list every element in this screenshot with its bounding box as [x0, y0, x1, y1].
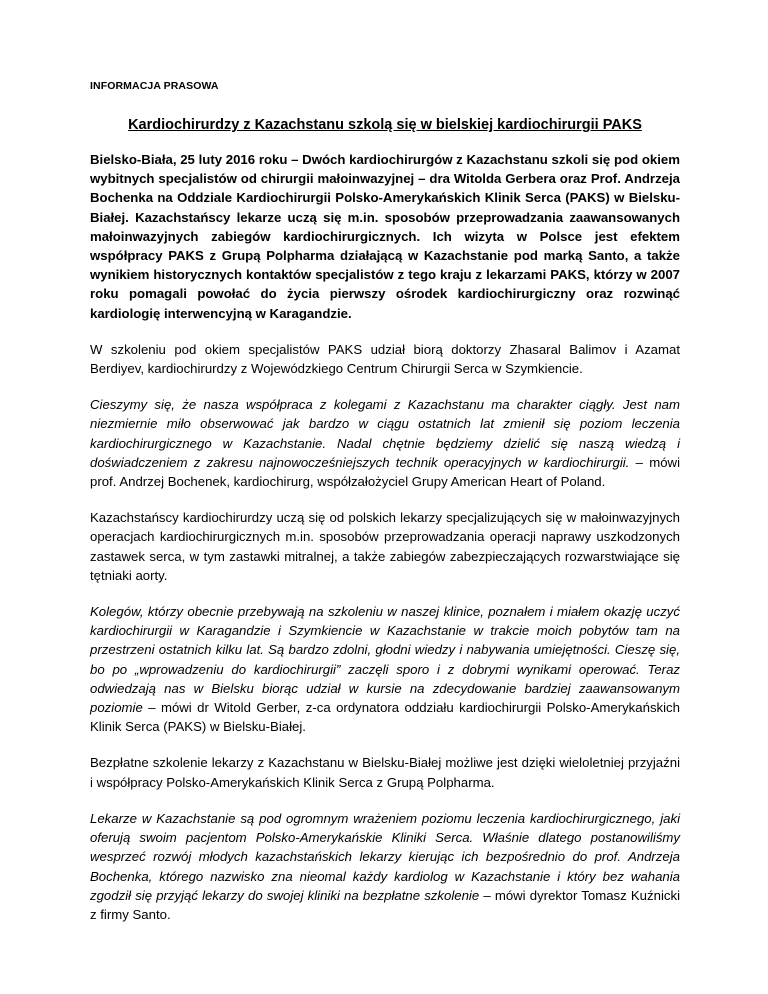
quote-text: Lekarze w Kazachstanie są pod ogromnym wrażeniem poziomu leczenia kardiochirurgicznego, jaki oferują swoim pacjentom Polsko-Amerykańskie Kliniki Serca. Właśnie dlatego postanowiliśmy wesprzeć rozwój młodych kazachstańskich lekarzy kierując ich bezpośrednio do prof. Andrzeja Bochenka, którego nazwisko zna nieomal każdy kardiolog w Kazachstanie i który bez wahania zgodził się przyjąć lekarzy do swojej kliniki na bezpłatne szkolenie	[90, 810, 680, 903]
press-release	[90, 80, 680, 941]
quote-kuznicki	[90, 809, 680, 924]
quote-attribution: – mówi dr Witold Gerber, z-ca ordynatora oddziału kardiochirurgii Polsko-Amerykańskich Klinik Serca (PAKS) w Bielsku-Białej.	[90, 700, 680, 735]
lead-paragraph: Bielsko-Biała, 25 luty 2016 roku – Dwóch kardiochirurgów z Kazachstanu szkoli się pod okiem wybitnych specjalistów od chirurgii małoinwazyjnej – dra Witolda Gerbera oraz Prof. Andrzeja Bochenka na Oddziale Kardiochirurgii Polsko-Amerykańskich Klinik Serca (PAKS) w Bielsku-Białej. Kazachstańscy lekarze uczą się m.in. sposobów przeprowadzania zaawansowanych małoinwazyjnych zabiegów kardiochirurgicznych. Ich wizyta w Polsce jest efektem współpracy PAKS z Grupą Polpharma działającą w Kazachstanie pod marką Santo, a także wynikiem historycznych kontaktów specjalistów z tego kraju z lekarzami PAKS, którzy w 2007 roku pomagali powołać do życia pierwszy ośrodek kardiochirurgiczny oraz rozwinąć kardiologię interwencyjną w Karagandzie.	[90, 152, 680, 321]
quote-gerber	[90, 602, 680, 736]
page-title: Kardiochirurdzy z Kazachstanu szkolą się w bielskiej kardiochirurgii PAKS	[128, 117, 642, 133]
paragraph-sponsorship: Bezpłatne szkolenie lekarzy z Kazachstanu w Bielsku-Białej możliwe jest dzięki wieloletniej przyjaźni i współpracy Polsko-Amerykańskich Klinik Serca z Grupą Polpharma.	[90, 755, 680, 790]
quote-bochenek	[90, 395, 680, 491]
quote-attribution: – mówi prof. Andrzej Bochenek, kardiochirurg, współzałożyciel Grupy American Heart of Poland.	[90, 454, 680, 490]
quote-text: Cieszymy się, że nasza współpraca z kolegami z Kazachstanu ma charakter ciągły. Jest nam niezmiernie miło obserwować jak bardzo w ciągu ostatnich lat zmienił się poziom leczenia kardiochirurgicznego w Kazachstanie. Nadal chętnie będziemy dzielić się naszą wiedzą i doświadczeniem z zakresu najnowocześniejszych technik operacyjnych w kardiochirurgii.	[90, 397, 680, 470]
paragraph-participants: W szkoleniu pod okiem specjalistów PAKS udział biorą doktorzy Zhasaral Balimov i Azamat Berdiyev, kardiochirurdzy z Wojewódzkiego Centrum Chirurgii Serca w Szymkiencie.	[90, 341, 680, 377]
document-label: INFORMACJA PRASOWA	[90, 80, 219, 92]
quote-attribution: – mówi dyrektor Tomasz Kuźnicki z firmy Santo.	[90, 887, 680, 922]
quote-text: Kolegów, którzy obecnie przebywają na szkoleniu w naszej klinice, poznałem i miałem okazję uczyć kardiochirurgii w Karagandzie i Szymkiencie w Kazachstanie w trakcie moich pobytów tam na przestrzeni ostatnich kilku lat. Są bardzo zdolni, głodni wiedzy i nabywania umiejętności. Cieszę się, bo po „wprowadzeniu do kardiochirurgii” zaczęli sporo i z dobrymi wynikami operować. Teraz odwiedzają nas w Bielsku biorąc udział w kursie na zdecydowanie bardziej zaawansowanym poziomie	[90, 604, 680, 716]
paragraph-training: Kazachstańscy kardiochirurdzy uczą się od polskich lekarzy specjalizujących się w małoinwazyjnych operacjach kardiochirurgicznych m.in. sposobów przeprowadzania operacji naprawy uszkodzonych zastawek serca, w tym zastawki mitralnej, a także zabiegów zabezpieczających rozwarstwiające się tętniaki aorty.	[90, 510, 680, 583]
